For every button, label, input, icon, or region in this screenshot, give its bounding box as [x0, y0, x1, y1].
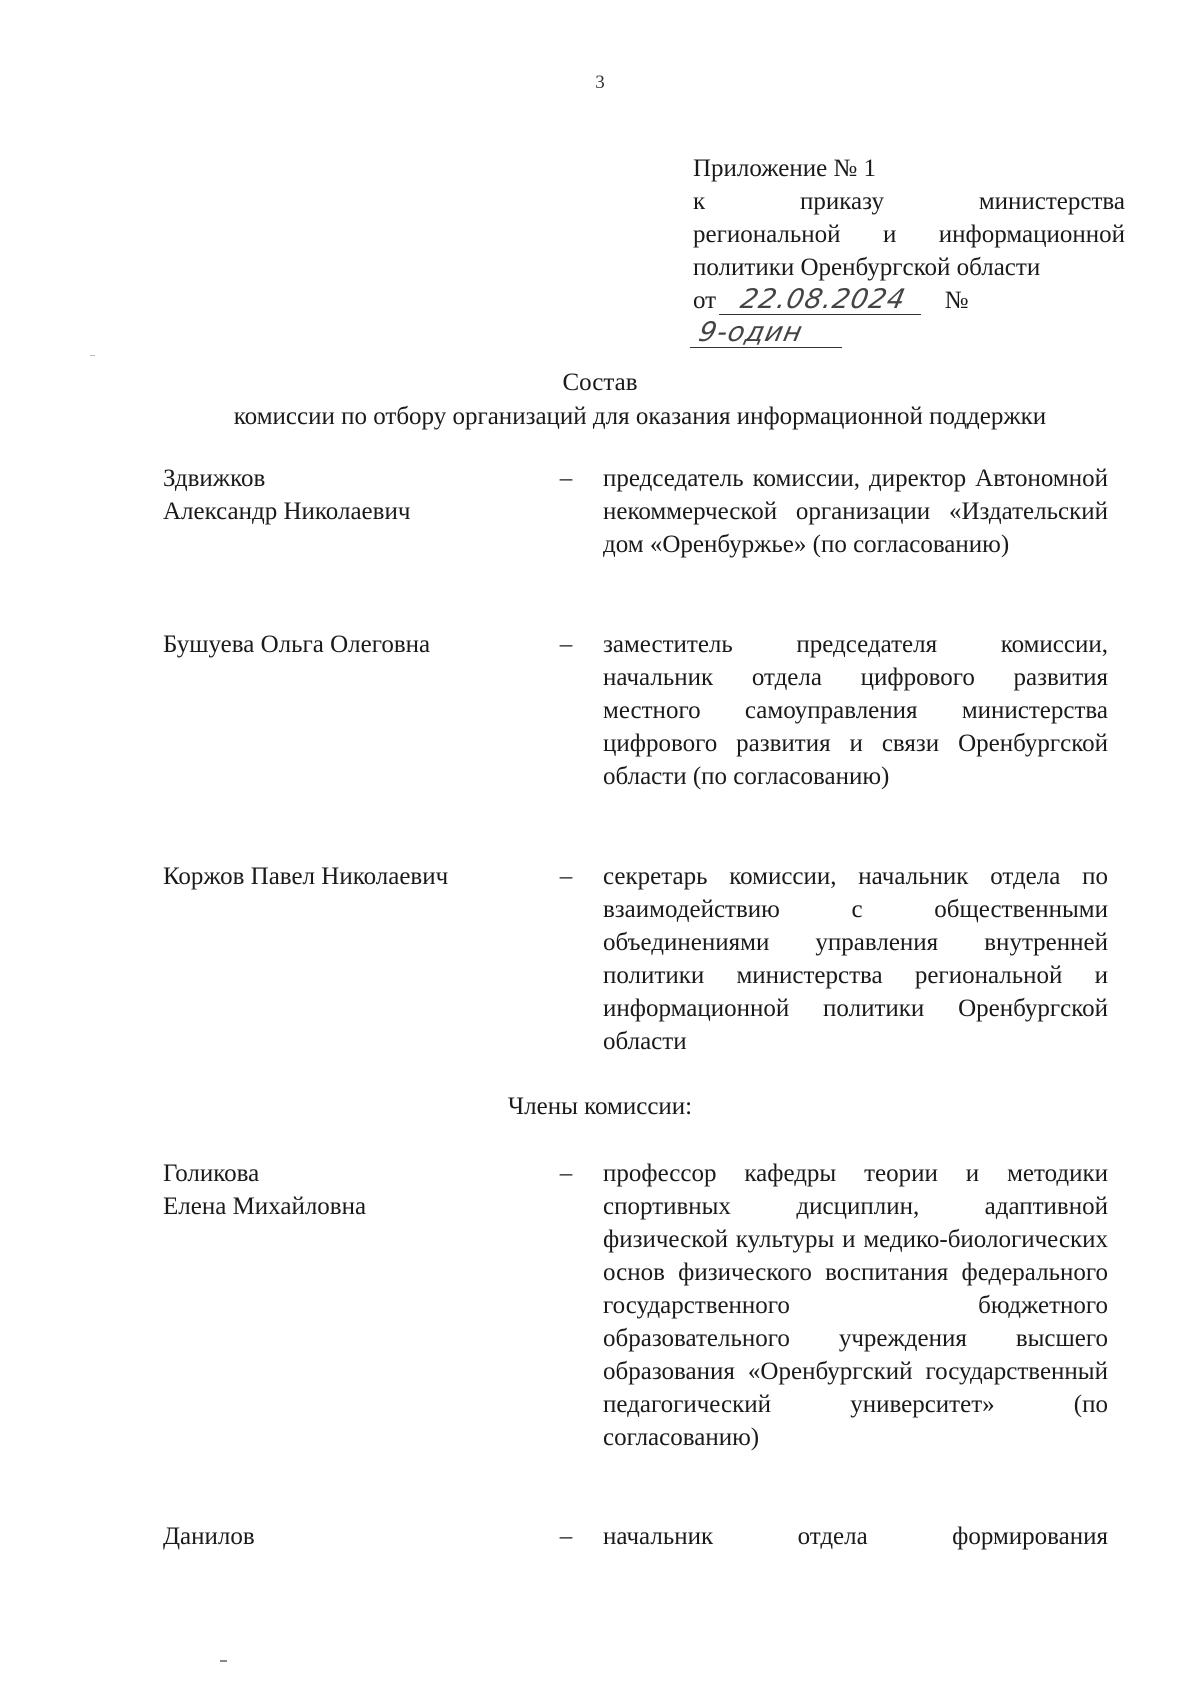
dash: – [559, 1160, 573, 1187]
document-title: Состав [562, 369, 638, 396]
member-description: секретарь комиссии, начальник отдела по взаимодействию с общественными объединениями управления внутренней политики министерства региональной и информационной политики Оренбургской области [603, 863, 1108, 1055]
order-date-line [693, 284, 1125, 350]
appendix-block [693, 152, 1125, 350]
date-prefix: от [693, 287, 717, 314]
dash: – [559, 465, 573, 492]
member-name: Коржов Павел Николаевич [163, 863, 449, 890]
handwritten-number: 9-один [690, 319, 848, 348]
member-description: председатель комиссии, директор Автономной некоммерческой организации «Издательский дом «Оренбуржье» (по согласованию) [603, 465, 1108, 558]
handwritten-date: 22.08.2024 [719, 286, 927, 315]
page-number: 3 [595, 72, 605, 93]
members-heading: Члены комиссии: [507, 1093, 693, 1120]
member-name: Голикова Елена Михайловна [163, 1160, 367, 1220]
member-name: Данилов [163, 1523, 255, 1550]
member-name: Здвижков Александр Николаевич [163, 465, 411, 525]
document-subtitle: комиссии по отбору организаций для оказания информационной поддержки [233, 403, 1047, 430]
member-description: начальник отдела формирования [603, 1523, 1108, 1550]
appendix-line-4: политики Оренбургской области [693, 254, 1041, 281]
appendix-line-3: региональной и информационной [693, 221, 1125, 248]
number-prefix: № [944, 287, 969, 314]
dash: – [559, 863, 573, 890]
scan-artifact [220, 1660, 227, 1662]
member-name: Бушуева Ольга Олеговна [163, 631, 431, 658]
dash: – [559, 631, 573, 658]
appendix-line-2: к приказу министерства [693, 188, 1125, 215]
scan-artifact [90, 355, 95, 356]
appendix-title: Приложение № 1 [693, 155, 877, 182]
member-description: заместитель председателя комиссии, начальник отдела цифрового развития местного самоуправления министерства цифрового развития и связи Оренбургской области (по согласованию) [603, 631, 1108, 790]
member-description: профессор кафедры теории и методики спортивных дисциплин, адаптивной физической культуры и медико-биологических основ физического воспитания федерального государственного бюджетного образовательного учреждения высшего образования «Оренбургский государственный педагогический университет» (по согласованию) [603, 1160, 1108, 1451]
dash: – [559, 1523, 573, 1550]
